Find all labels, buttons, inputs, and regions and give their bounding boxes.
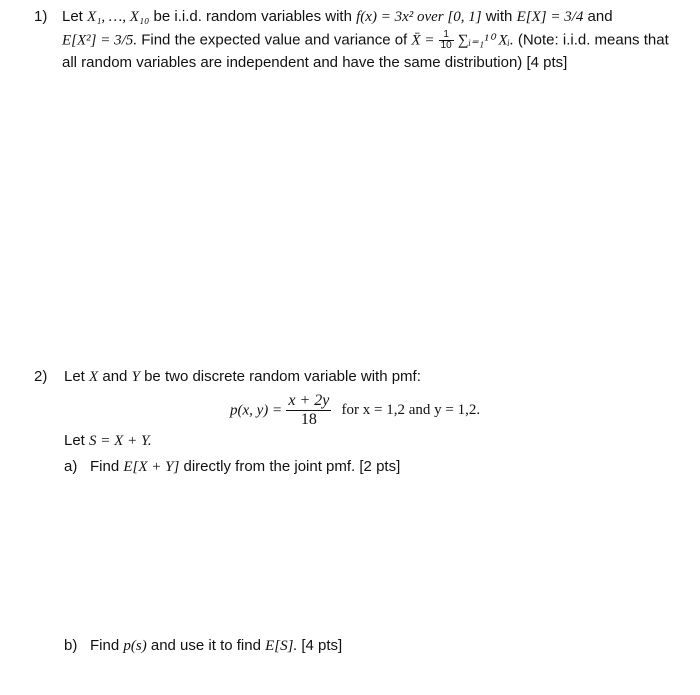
q1-line1 [62, 8, 613, 26]
q1-sum: ∑ᵢ₌₁¹⁰ Xᵢ. [457, 32, 514, 49]
q2-a-label: a) [64, 458, 78, 475]
q1-ex2: E[X²] = 3/5. [62, 32, 138, 49]
q1-ex: E[X] = 3/4 [516, 9, 584, 25]
q2-a: Find E[X + Y] directly from the joint pmf. [2 pts] [90, 458, 401, 475]
q2-pmf-num: x + 2y [288, 392, 330, 409]
q1-text-b: with [485, 8, 513, 25]
q1-frac-top: 1 [443, 29, 449, 40]
q2-pmf-lhs: p(x, y) = [230, 402, 283, 419]
q1-pdf: f(x) = 3x² over [0, 1] [356, 9, 482, 25]
q2-pmf [230, 392, 480, 429]
q2-s-def: S = X + Y. [89, 433, 152, 449]
q1-xbar: X̄ = [411, 32, 435, 49]
q1-line2 [62, 30, 669, 51]
q1-let: Let [62, 8, 83, 25]
q1-text-d: Find the expected value and variance of [141, 31, 408, 49]
q2-number: 2) [34, 368, 48, 385]
q1-fraction [439, 30, 454, 51]
q2-pmf-den: 18 [286, 410, 331, 429]
q2-b-expr1: p(s) [123, 638, 147, 654]
q2-a-expr: E[X + Y] [123, 459, 180, 475]
q2-b: Find p(s) and use it to find E[S]. [4 pts] [90, 637, 343, 654]
q2-pmf-cond: for x = 1,2 and y = 1,2. [341, 402, 481, 419]
q2-y: Y [131, 369, 140, 385]
q2-intro: Let X and Y be two discrete random variable with pmf: [64, 368, 421, 385]
q1-vars: X₁, …, X₁₀ [87, 9, 150, 25]
q1-line3: all random variables are independent and have the same distribution) [4 pts] [62, 54, 568, 71]
q1-frac-bot: 10 [440, 40, 452, 51]
q1-text-a: be i.i.d. random variables with [153, 8, 352, 25]
q2-x: X [89, 369, 99, 385]
q2-b-label: b) [64, 637, 78, 654]
q1-text-c: and [587, 8, 613, 25]
q2-pmf-fraction [286, 392, 331, 429]
q2-b-expr2: E[S]. [265, 638, 298, 654]
q1-number: 1) [34, 8, 48, 25]
q2-let-s: Let S = X + Y. [64, 432, 152, 449]
q1-note: (Note: i.i.d. means that [517, 31, 669, 49]
